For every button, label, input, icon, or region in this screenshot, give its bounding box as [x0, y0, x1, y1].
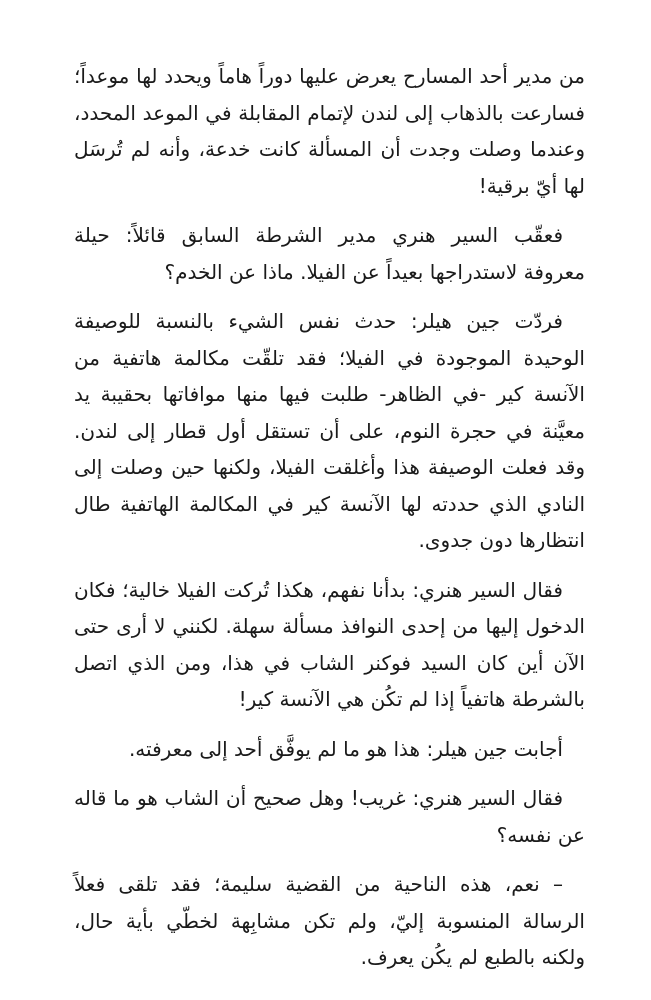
paragraph-2: فعقّب السير هنري مدير الشرطة السابق قائلاً: حيلة معروفة لاستدراجها بعيداً عن الفيلا. ماذا عن الخدم؟ — [74, 223, 585, 284]
paragraph-4: فقال السير هنري: بدأنا نفهم، هكذا تُركت الفيلا خالية؛ فكان الدخول إليها من إحدى النوافذ مسألة سهلة. لكنني لا أرى حتى الآن أين كان السيد فوكنر الشاب في هذا، ومن الذي اتصل بالشرطة هاتفياً إذا لم تكُن هي الآنسة كير! — [74, 577, 585, 711]
paragraph-5: أجابت جين هيلر: هذا هو ما لم يوفَّق أحد إلى معرفته. — [128, 736, 563, 761]
paragraph-3: فردّت جين هيلر: حدث نفس الشيء بالنسبة للوصيفة الوحيدة الموجودة في الفيلا؛ فقد تلقّت مكالمة هاتفية من الآنسة كير -في الظاهر- طلبت فيها منها موافاتها بحقيبة يد معيَّنة في حجرة النوم، على أن تستقل أول قطار إلى لندن. وقد فعلت الوصيفة هذا وأغلقت الفيلا، ولكنها حين وصلت إلى النادي الذي حددته لها الآنسة كير في المكالمة الهاتفية طال انتظارها دون جدوى. — [74, 309, 585, 552]
paragraph-6: فقال السير هنري: غريب! وهل صحيح أن الشاب هو ما قاله عن نفسه؟ — [74, 786, 585, 847]
paragraph-7: – نعم، هذه الناحية من القضية سليمة؛ فقد تلقى فعلاً الرسالة المنسوبة إليّ، ولم تكن مشابِهة لخطّي بأية حال، ولكنه بالطبع لم يكُن يعرف. — [74, 872, 585, 969]
paragraph-1: من مدير أحد المسارح يعرض عليها دوراً هاماً ويحدد لها موعداً؛ فسارعت بالذهاب إلى لندن لإتمام المقابلة في الموعد المحدد، وعندما وصلت وجدت أن المسألة كانت خدعة، وأنه لم تُرسَل لها أيّ برقية! — [74, 64, 585, 198]
